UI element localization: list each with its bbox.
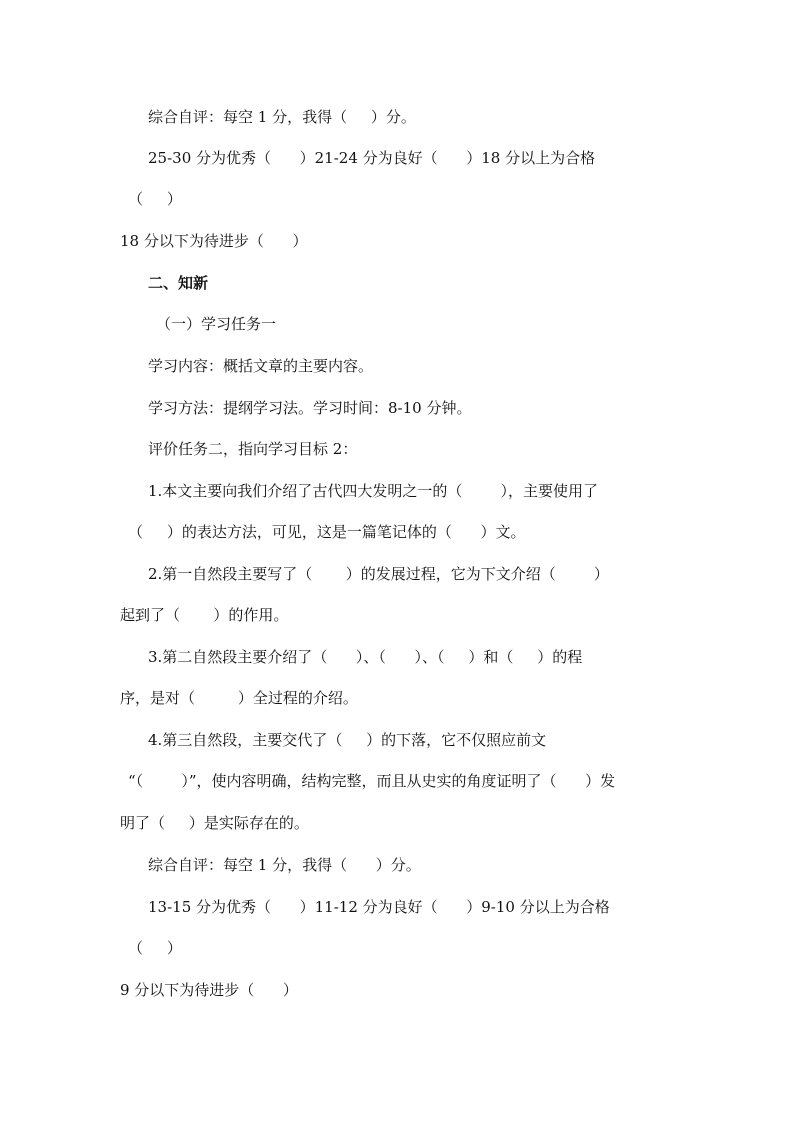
evaluation-task-heading: 评价任务二，指向学习目标 2：	[148, 440, 358, 458]
learning-content: 学习内容：概括文章的主要内容。	[148, 357, 374, 375]
section-heading-zhixin: 二、知新	[148, 274, 209, 292]
question-2: 2.第一自然段主要写了（ ）的发展过程，它为下文介绍（ ）	[148, 565, 609, 583]
grading-scale-line-1: 25-30 分为优秀（ ）21-24 分为良好（ ）18 分以上为合格	[148, 149, 596, 167]
grading-scale-line-2-cont: （ ）	[128, 939, 182, 957]
question-4-cont: “（ ）”，使内容明确，结构完整，而且从史实的角度证明了（ ）发	[128, 772, 616, 790]
grading-scale-line-2: 13-15 分为优秀（ ）11-12 分为良好（ ）9-10 分以上为合格	[148, 898, 610, 916]
self-evaluation-line-1: 综合自评：每空 1 分，我得（ ）分。	[148, 108, 416, 126]
learning-method: 学习方法：提纲学习法。学习时间：8-10 分钟。	[148, 399, 472, 417]
self-evaluation-line-2: 综合自评：每空 1 分，我得（ ）分。	[148, 856, 421, 874]
question-4-end: 明了（ ）是实际存在的。	[120, 814, 309, 832]
task-heading: （一）学习任务一	[156, 315, 277, 333]
grading-scale-line-2-end: 9 分以下为待进步（ ）	[120, 981, 298, 999]
question-4: 4.第三自然段，主要交代了（ ）的下落，它不仅照应前文	[148, 731, 547, 749]
question-1-cont: （ ）的表达方法，可见，这是一篇笔记体的（ ）文。	[128, 523, 526, 541]
grading-scale-line-1-cont: （ ）	[128, 190, 182, 208]
question-3-cont: 序，是对（ ）全过程的介绍。	[120, 689, 358, 707]
question-2-cont: 起到了（ ）的作用。	[120, 606, 289, 624]
question-3: 3.第二自然段主要介绍了（ ）、（ ）、（ ）和（ ）的程	[148, 648, 583, 666]
question-1: 1.本文主要向我们介绍了古代四大发明之一的（ ），主要使用了	[148, 482, 598, 500]
grading-scale-line-1-end: 18 分以下为待进步（ ）	[120, 232, 308, 250]
